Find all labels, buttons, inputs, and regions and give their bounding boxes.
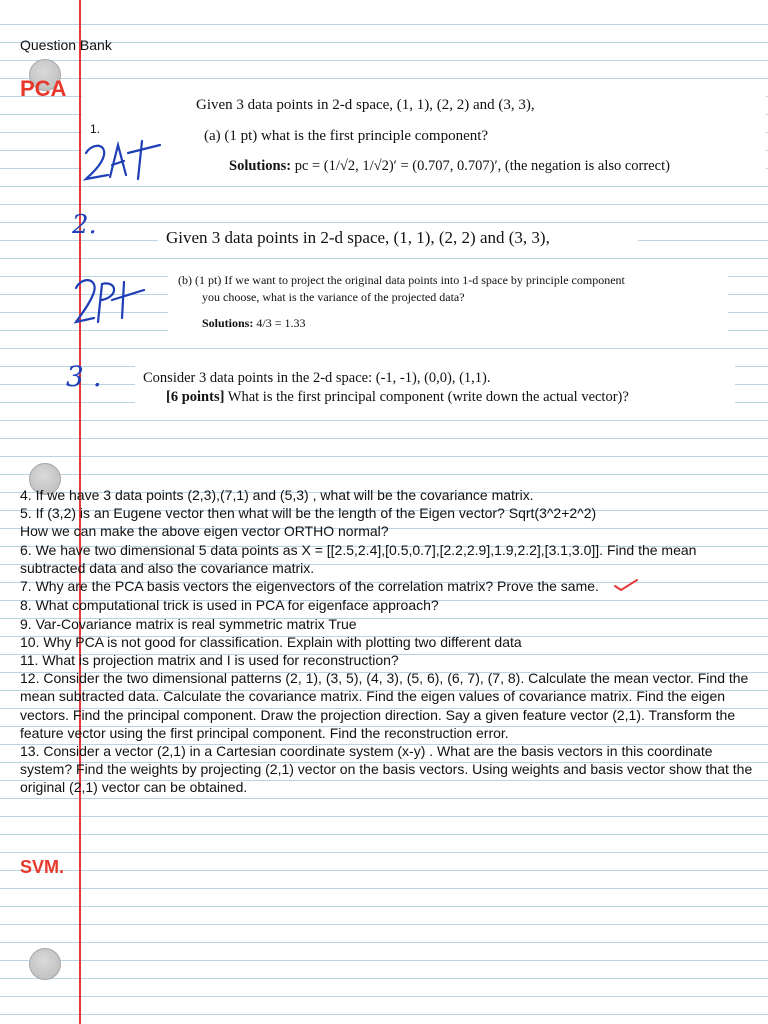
section-title-svm: SVM. bbox=[20, 857, 65, 877]
question-line-2-text: What is the first principal component (write down the actual vector)? bbox=[224, 389, 629, 405]
question-item-13: 13. Consider a vector (2,1) in a Cartesian coordinate system (x-y) . What are the basis vectors in this coordinate system? Find the weights by projecting (2,1) vector on the basis vectors. Using weights and basis vector show that the original (2,1) vector can be obtained. bbox=[20, 743, 753, 796]
solution-line bbox=[229, 158, 670, 175]
question-item-12: 12. Consider the two dimensional patterns (2, 1), (3, 5), (4, 3), (5, 6), (6, 7), (7, 8). Calculate the mean vector. Find the mean subtracted data. Calculate the covariance matrix. Find the eigen values of covariance matrix. Find the eigen vectors. Find the principal component. Draw the projection direction. Say a given feature vector (2,1). Transform the feature vector using the first principal component. Find the reconstruction error. bbox=[20, 670, 749, 741]
handwritten-number-3: 3 . bbox=[66, 360, 102, 393]
handwritten-number-2: 2. bbox=[72, 210, 97, 240]
handwritten-score-1-icon bbox=[82, 135, 162, 185]
question-item-10: 10. Why PCA is not good for classification. Explain with plotting two different data bbox=[20, 633, 522, 650]
question-item-5: 5. If (3,2) is an Eugene vector then what will be the length of the Eigen vector? Sqrt(3^2+2^2) bbox=[20, 505, 597, 522]
question-list bbox=[20, 486, 765, 797]
question-clip-3 bbox=[135, 366, 735, 412]
question-line-1: Consider 3 data points in the 2-d space: (-1, -1), (0,0), (1,1). bbox=[143, 370, 491, 386]
question-item-5-followup: How we can make the above eigen vector ORTHO normal? bbox=[20, 523, 389, 540]
handwritten-score-2-icon bbox=[72, 272, 152, 328]
checkmark-icon bbox=[613, 578, 639, 596]
solution-label: Solutions: bbox=[229, 158, 292, 174]
question-stem: Given 3 data points in 2-d space, (1, 1), (2, 2) and (3, 3), bbox=[166, 228, 550, 247]
solution-label: Solutions: bbox=[202, 316, 254, 330]
question-item-9: 9. Var-Covariance matrix is real symmetric matrix True bbox=[20, 615, 357, 632]
points-label: [6 points] bbox=[166, 389, 225, 405]
section-title-pca: PCA bbox=[20, 76, 67, 101]
question-item-7-row bbox=[20, 577, 765, 596]
question-number: 1. bbox=[90, 122, 101, 136]
question-part: (a) (1 pt) what is the first principle component? bbox=[204, 128, 489, 144]
binder-hole-bottom bbox=[29, 948, 61, 980]
handwritten-score-2 bbox=[72, 272, 152, 328]
question-stem: Given 3 data points in 2-d space, (1, 1), (2, 2) and (3, 3), bbox=[196, 97, 535, 113]
question-clip-2-stem bbox=[158, 225, 638, 253]
question-item-6: 6. We have two dimensional 5 data points as X = [[2.5,2.4],[0.5,0.7],[2.2,2.9],1.9,2.2],[3.1,3.0]]. Find the mean subtracted data and also the covariance matrix. bbox=[20, 541, 697, 576]
question-item-8: 8. What computational trick is used in PCA for eigenface approach? bbox=[20, 597, 439, 614]
question-part-line-2: you choose, what is the variance of the projected data? bbox=[202, 290, 465, 304]
question-line-2 bbox=[166, 389, 629, 406]
question-item-7: 7. Why are the PCA basis vectors the eigenvectors of the correlation matrix? Prove the same. bbox=[20, 578, 599, 595]
solution-text: 4/3 = 1.33 bbox=[256, 316, 306, 330]
question-clip-1 bbox=[82, 92, 766, 184]
handwritten-score-1 bbox=[82, 135, 162, 185]
question-clip-2-part bbox=[168, 268, 728, 336]
solution-text: pc = (1/√2, 1/√2)′ = (0.707, 0.707)′, (the negation is also correct) bbox=[294, 158, 670, 174]
page-title: Question Bank bbox=[20, 37, 112, 53]
question-item-4: 4. If we have 3 data points (2,3),(7,1) and (5,3) , what will be the covariance matrix. bbox=[20, 487, 534, 503]
solution-line bbox=[202, 316, 305, 331]
question-item-11: 11. What is projection matrix and I is used for reconstruction? bbox=[20, 652, 399, 669]
question-part-line-1: (b) (1 pt) If we want to project the original data points into 1-d space by principle component bbox=[178, 273, 625, 287]
